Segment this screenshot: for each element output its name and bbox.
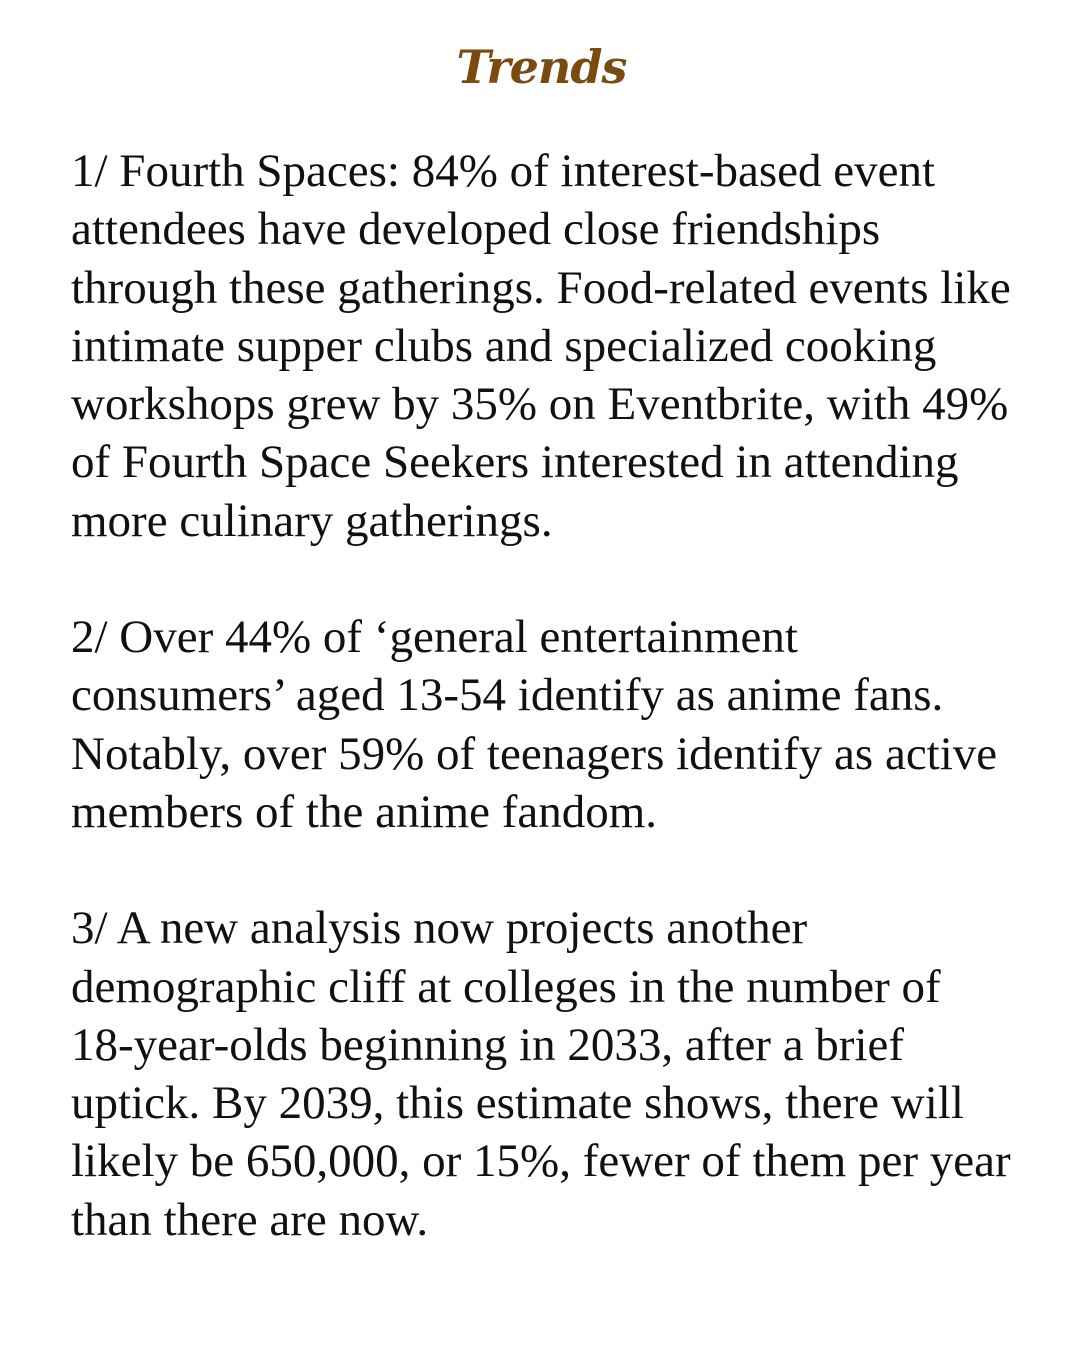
trend-item-fourth-spaces: 1/ Fourth Spaces: 84% of interest-based event attendees have developed close friendships through these gatherings. Food-related events like intimate supper clubs and specialized cooking workshops grew by 35% on Eventbrite, with 49% of Fourth Space Seekers interested in attending more culinary gatherings. [71, 145, 1011, 547]
page-title: Trends [456, 40, 627, 94]
trend-item-anime-fans: 2/ Over 44% of ‘general entertainment consumers’ aged 13-54 identify as anime fans. Notably, over 59% of teenagers identify as active members of the anime fandom. [71, 611, 998, 838]
trend-item-demographic-cliff: 3/ A new analysis now projects another demographic cliff at colleges in the number of 18-year-olds beginning in 2033, after a brief uptick. By 2039, this estimate shows, there will likely be 650,000, or 15%, fewer of them per year than there are now. [71, 902, 1011, 1246]
